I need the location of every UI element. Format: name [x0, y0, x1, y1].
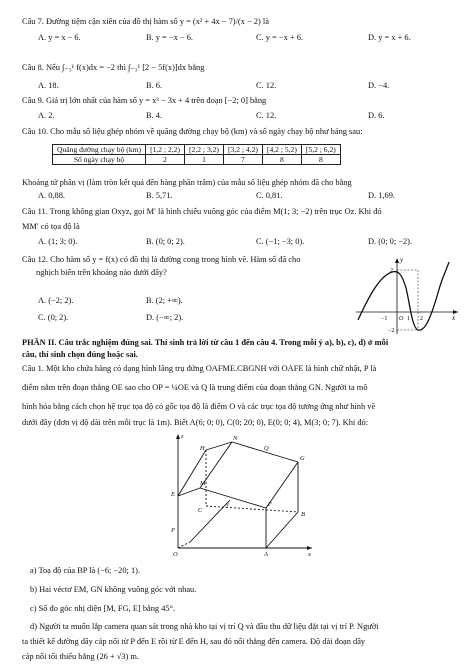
q12-option-c: C. (0; 2). — [38, 313, 69, 322]
fig-label-z: z — [181, 433, 184, 440]
fig-label-y: y — [226, 501, 229, 508]
part2-heading-2: câu, thí sinh chọn đúng hoặc sai. — [22, 350, 138, 359]
q7-option-b: B. y = −x − 6. — [146, 33, 193, 42]
edge-m-f — [200, 488, 266, 508]
part2-c1-line4: dưới đây (đơn vị độ dài trên mỗi trục là 1m). Biết A(6; 0; 0), C(0; 20; 0), E(0; 0; 4), M(3; 0; 7). Khi đó: — [22, 418, 369, 427]
fig-label-m: M — [200, 480, 206, 487]
q11-text: Câu 11. Trong không gian Oxyz, gọi M′ là hình chiếu vuông góc của điểm M(1; 3; −2) trên trục Oz. Khi đó — [22, 207, 382, 216]
q7-option-a: A. y = x − 6. — [38, 33, 81, 42]
graph-label-x: x — [452, 314, 456, 322]
fig-label-x: x — [308, 551, 311, 558]
q7-option-d: D. y = x + 6. — [368, 33, 411, 42]
q9-options — [38, 111, 458, 121]
q10-option-c: C. 0,81. — [256, 191, 283, 200]
fig-label-b: B — [301, 511, 305, 518]
q10-text-2: Khoảng tứ phân vị (làm tròn kết quả đến hàng phần trăm) của mẫu số liệu ghép nhóm đã cho bằng — [22, 178, 352, 187]
q10-option-b: B. 5,71. — [146, 191, 173, 200]
q8-option-b: B. 6. — [146, 81, 163, 90]
q9-option-d: D. 6. — [368, 111, 385, 120]
q8-option-d: D. −4. — [368, 81, 390, 90]
q11-option-d: D. (0; 0; −2). — [368, 237, 413, 246]
part2-statement-d-line1: d) Người ta muốn lắp camera quan sát trong nhà kho tại vị trí Q và đầu thu dữ liệu đặt tại vị trí P. Người — [30, 622, 379, 631]
q8-text: Câu 8. Nếu ∫₋₃¹ f(x)dx = −2 thì ∫₋₃¹ [2 − 5f(x)]dx bằng — [22, 63, 205, 72]
table-header-distance: Quãng đường chạy bộ (km) — [53, 145, 146, 155]
table-cell: [4,2 ; 5,2) — [262, 145, 301, 155]
part2-c1-line1: Câu 1. Một kho chứa hàng có dạng hình lăng trụ đứng OAFME.CBGNH với OAFE là hình chữ nhật, P là — [22, 364, 377, 373]
fig-label-h: H — [200, 445, 205, 452]
z-axis-arrow — [176, 434, 180, 439]
q11-option-c: C. (−1; −3; 0). — [256, 237, 305, 246]
table-row — [53, 155, 341, 165]
part2-statement-c: c) Số đo góc nhị diện [M, FG, E] bằng 45°. — [30, 604, 176, 613]
table-cell: [1,2 ; 2,2) — [146, 145, 185, 155]
q8-option-a: A. 18. — [38, 81, 59, 90]
fig-label-o: O — [173, 551, 178, 558]
q9-option-c: C. 12. — [256, 111, 277, 120]
table-cell: [5,2 ; 6,2) — [301, 145, 340, 155]
table-row — [53, 145, 341, 155]
part2-statement-b: b) Hai véctơ EM, GN không vuông góc với nhau. — [30, 585, 197, 594]
fig-label-g: G — [300, 455, 305, 462]
table-cell: [3,2 ; 4,2) — [223, 145, 262, 155]
graph-tick-neg1: −1 — [381, 316, 388, 322]
q11-options — [38, 237, 458, 247]
table-cell: [2,2 ; 3,2) — [185, 145, 224, 155]
q10-option-d: D. 1,69. — [368, 191, 395, 200]
table-cell: 7 — [223, 155, 262, 165]
q12-option-a: A. (−2; 2). — [38, 296, 74, 305]
q10-option-a: A. 0,88. — [38, 191, 65, 200]
fig-label-p: P — [171, 527, 175, 534]
fig-label-c: C — [198, 507, 203, 514]
part2-c1-line2: điểm nằm trên đoạn thẳng OE sao cho OP = ¼OE và Q là trung điểm của đoạn thẳng GN. Người ta mô — [22, 383, 368, 392]
warehouse-3d-figure — [160, 430, 320, 560]
y-axis-arrow — [395, 258, 399, 263]
q9-option-b: B. 4. — [146, 111, 163, 120]
q11-option-b: B. (0; 0; 2). — [146, 237, 185, 246]
q9-option-a: A. 2. — [38, 111, 55, 120]
q12-text-2: nghịch biến trên khoảng nào dưới đây? — [36, 268, 167, 277]
function-curve — [358, 262, 449, 330]
fig-label-f: F — [268, 501, 272, 508]
q10-frequency-table — [52, 144, 341, 165]
graph-tick-y2: 2 — [390, 268, 393, 274]
table-cell: 1 — [185, 155, 224, 165]
q10-options — [38, 191, 458, 201]
part2-statement-d-line3: cáp nối tối thiểu bằng (26 + √3) m. — [22, 652, 140, 661]
edge-e-h — [178, 450, 206, 496]
part2-statement-d-line2: ta thiết kế đường dây cáp nối từ P đến E rồi từ E đến H, sau đó nối thẳng đến camera. Độ dài đoạn dây — [22, 637, 366, 646]
q8-option-c: C. 12. — [256, 81, 277, 90]
q11-text-2: MM′ có tọa độ là — [22, 222, 80, 231]
graph-tick-ym2: −2 — [388, 328, 395, 334]
table-header-days: Số ngày chạy bộ — [53, 155, 146, 165]
q12-options-row1 — [38, 296, 298, 306]
q8-options — [38, 81, 458, 91]
graph-tick-1: 1 — [407, 316, 410, 322]
table-cell: 2 — [146, 155, 185, 165]
q9-text: Câu 9. Giá trị lớn nhất của hàm số y = x³ − 3x + 4 trên đoạn [−2; 0] bằng — [22, 96, 267, 105]
fig-label-e: E — [171, 491, 175, 498]
q11-option-a: A. (1; 3; 0). — [38, 237, 78, 246]
q7-options — [38, 33, 458, 43]
fig-label-a: A — [264, 551, 268, 558]
part2-heading: PHẦN II. Câu trắc nghiệm đúng sai. Thí sinh trả lời từ câu 1 đến câu 4. Trong mỗi ý a), b), c), d) ở mỗi — [22, 338, 389, 347]
q12-text: Câu 12. Cho hàm số y = f(x) có đồ thị là đường cong trong hình vẽ. Hàm số đã cho — [22, 255, 301, 264]
graph-label-origin: O — [399, 316, 404, 322]
axis-join — [178, 542, 190, 548]
part2-statement-a: a) Toạ độ của BP là (−6; −20; 1). — [30, 566, 141, 575]
q12-options-row2 — [38, 313, 298, 323]
q10-text: Câu 10. Cho mẫu số liệu ghép nhóm về quãng đường chạy bộ (km) và số ngày chạy bộ như bảng sau: — [22, 127, 363, 136]
q12-function-graph — [352, 254, 464, 336]
q7-option-c: C. y = −x + 6. — [256, 33, 303, 42]
q12-option-d: D. (−∞; 2). — [146, 313, 184, 322]
graph-tick-2: 2 — [420, 316, 423, 322]
q7-text: Câu 7. Đường tiệm cận xiên của đồ thị hàm số y = (x² + 4x − 7)/(x − 2) là — [22, 17, 269, 26]
edge-e-m — [178, 488, 200, 496]
fig-label-q: Q — [264, 445, 269, 452]
x-axis-arrow — [307, 546, 312, 550]
q12-option-b: B. (2; +∞). — [146, 296, 183, 305]
part2-c1-line3: hình hóa bằng cách chọn hệ trục tọa độ có gốc tọa độ là điểm O và các trục tọa độ tương ứng như hình vẽ — [22, 402, 376, 411]
fig-label-n: N — [233, 435, 238, 442]
edge-h-n — [206, 442, 232, 450]
edge-a-b — [266, 512, 298, 548]
table-cell: 8 — [301, 155, 340, 165]
graph-label-y: y — [400, 256, 404, 264]
table-cell: 8 — [262, 155, 301, 165]
